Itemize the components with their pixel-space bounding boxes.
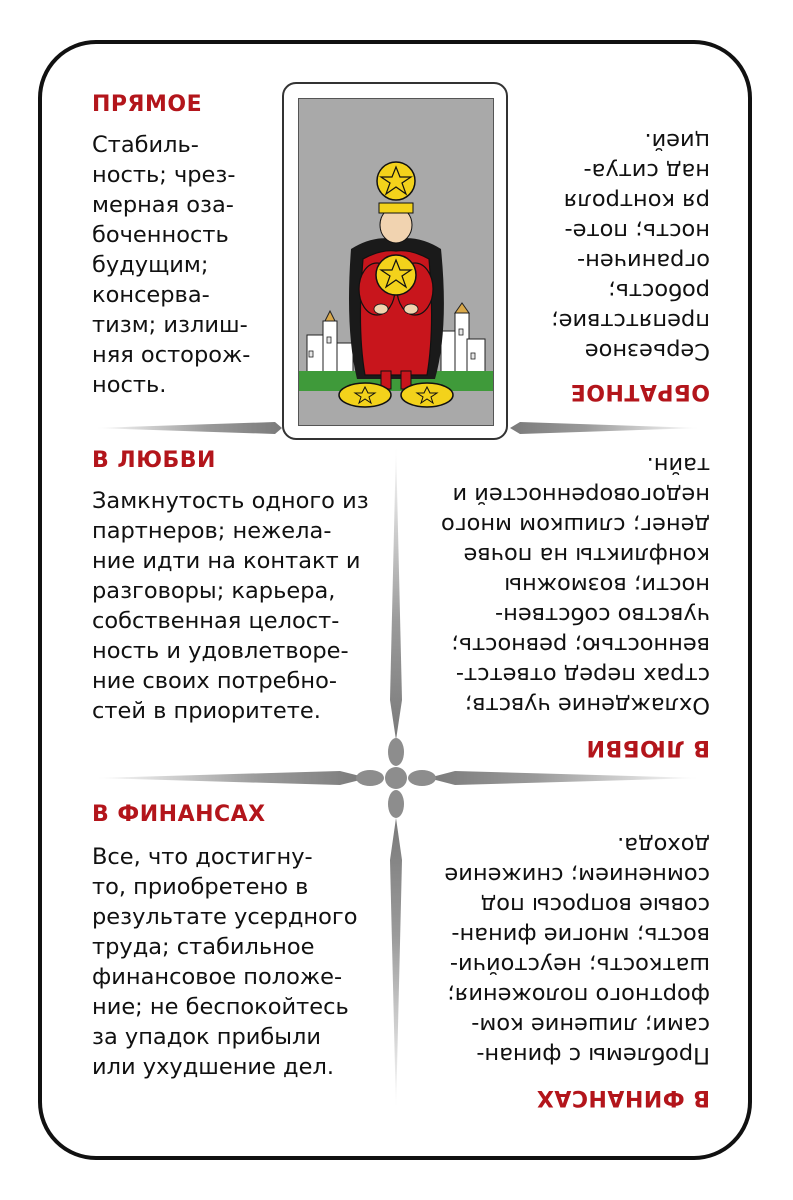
finance-text: Все, что достигну- то, приобретено в результате усердного труда; стабильное финансовое положе- ние; не беспокойтесь за упадок прибыли или ухудшение дел. [92, 844, 358, 1080]
upright-text: Стабиль- ность; чрез- мерная оза- боченность будущим; консерва- тизм; излиш- няя осторож- ность. [92, 132, 251, 398]
love-reversed-text: Охлаждение чувств; страх перед ответст- венностью; ревность; чувство собствен- ности; возможны конфликты на почве денег; слишком много недоговоренностей и тайн. [441, 452, 710, 718]
love-text: Замкнутость одного из партнеров; нежела- ние идти на контакт и разговоры; карьера, собственная целост- ность и удовлетворе- ние своих потребно- стей в приоритете. [92, 488, 369, 724]
love-heading: В ЛЮБВИ [92, 448, 216, 473]
love-reversed-heading: В ЛЮБВИ [586, 735, 710, 760]
reversed-heading: ОБРАТНОЕ [570, 379, 710, 404]
finance-heading: В ФИНАНСАХ [92, 802, 266, 827]
finance-reversed-block [420, 826, 710, 1110]
love-reversed-block [420, 446, 710, 760]
finance-reversed-text: Проблемы с финан- сами; лишение ком- фортного положения; шаткость; неустойчи- вость; многие финан- совые вопросы под сомнением; снижение дохода. [444, 832, 710, 1068]
upright-heading: ПРЯМОЕ [92, 92, 203, 117]
reversed-text: Серьезное препятствие; робость; ограничен- ность; поте- ря контроля над ситуа- цией. [551, 128, 710, 364]
tarot-card-image [282, 82, 508, 440]
four-of-pentacles-illustration [299, 99, 493, 425]
finance-reversed-heading: В ФИНАНСАХ [536, 1085, 710, 1110]
reversed-block [530, 108, 710, 404]
